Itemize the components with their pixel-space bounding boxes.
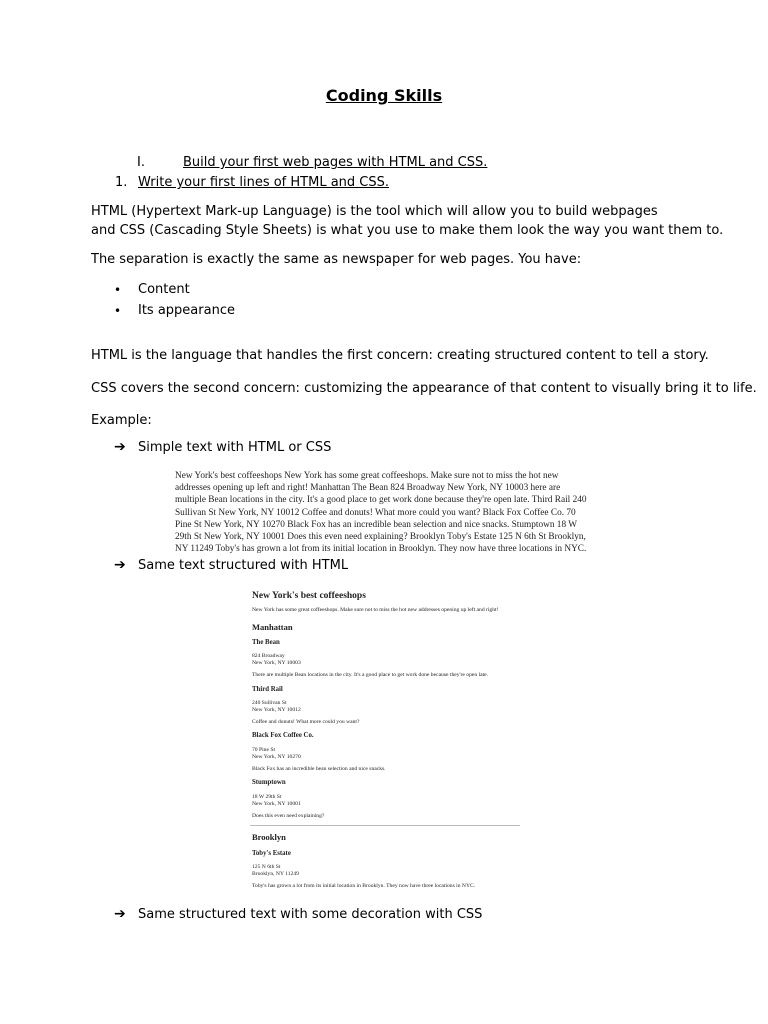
section-numeral: I. <box>137 155 145 170</box>
structured-address: New York, NY 10270 <box>252 754 301 760</box>
example-plain-line: multiple Bean locations in the city. It's a good place to get work done because they're open late. Third Rail 240 <box>175 495 587 506</box>
structured-place-name: Toby's Estate <box>252 850 291 857</box>
structured-place-name: Black Fox Coffee Co. <box>252 732 314 739</box>
bullet-item-content: Content <box>138 282 190 297</box>
structured-address: New York, NY 10012 <box>252 707 301 713</box>
structured-description: Coffee and donuts! What more could you want? <box>252 719 360 725</box>
structured-address: 125 N 6th St <box>252 864 281 870</box>
bullet-icon: • <box>114 304 122 318</box>
structured-intro: New York has some great coffeeshops. Make sure not to miss the hot new addresses opening up left and right! <box>252 607 499 613</box>
structured-place-name: Stumptown <box>252 779 286 786</box>
example-plain-text-image <box>175 470 597 555</box>
arrow-icon: ➔ <box>114 906 126 922</box>
intro-line-2: and CSS (Cascading Style Sheets) is what you use to make them look the way you want them to. <box>91 223 724 238</box>
subsection-heading: Write your first lines of HTML and CSS. <box>138 175 389 190</box>
structured-address: New York, NY 10001 <box>252 801 301 807</box>
intro-line-1: HTML (Hypertext Mark-up Language) is the tool which will allow you to build webpages <box>91 204 658 219</box>
separation-paragraph: The separation is exactly the same as newspaper for web pages. You have: <box>91 252 582 267</box>
example-label: Example: <box>91 413 152 428</box>
page-title: Coding Skills <box>325 86 443 105</box>
structured-description: Black Fox has an incredible bean selection and nice snacks. <box>252 766 386 772</box>
structured-place-name: Third Rail <box>252 686 283 693</box>
arrow-item-structured-text: Same text structured with HTML <box>138 558 349 573</box>
example-plain-line: NY 11249 Toby's has grown a lot from its initial location in Brooklyn. They now have three locations in NYC. <box>175 544 587 555</box>
arrow-item-simple-text: Simple text with HTML or CSS <box>138 440 332 455</box>
structured-brooklyn: Brooklyn <box>252 832 286 842</box>
structured-address: 70 Pine St <box>252 747 276 753</box>
bullet-item-appearance: Its appearance <box>138 303 235 318</box>
html-concern-paragraph: HTML is the language that handles the first concern: creating structured content to tell a story. <box>91 348 709 363</box>
css-concern-paragraph: CSS covers the second concern: customizing the appearance of that content to visually bring it to life. <box>91 381 757 396</box>
arrow-item-css-decoration: Same structured text with some decoration with CSS <box>138 907 483 922</box>
structured-heading: New York's best coffeeshops <box>252 591 366 601</box>
subsection-number: 1. <box>115 175 128 190</box>
example-plain-line: 29th St New York, NY 10001 Does this even need explaining? Brooklyn Toby's Estate 125 N 6th St Brooklyn, <box>175 532 586 543</box>
divider <box>250 825 520 826</box>
example-plain-line: addresses opening up left and right! Manhattan The Bean 824 Broadway New York, NY 10003 here are <box>175 483 561 494</box>
section-heading: Build your first web pages with HTML and CSS. <box>183 155 488 170</box>
example-plain-line: New York's best coffeeshops New York has some great coffeeshops. Make sure not to miss the hot new <box>175 471 559 481</box>
structured-address: 824 Broadway <box>252 653 285 659</box>
example-plain-line: Pine St New York, NY 10270 Black Fox has an incredible bean selection and nice snacks. Stumptown 18 W <box>175 519 578 530</box>
example-structured-image <box>250 586 520 896</box>
structured-description: Toby's has grown a lot from its initial location in Brooklyn. They now have three locations in NYC. <box>252 883 476 889</box>
structured-address: Brooklyn, NY 11249 <box>252 871 299 877</box>
example-plain-line: Sullivan St New York, NY 10012 Coffee and donuts! What more could you want? Black Fox Coffee Co. 70 <box>175 507 576 518</box>
bullet-icon: • <box>114 283 122 297</box>
arrow-icon: ➔ <box>114 557 126 573</box>
structured-description: There are multiple Bean locations in the city. It's a good place to get work done because they're open late. <box>252 672 489 678</box>
structured-address: 18 W 29th St <box>252 794 282 800</box>
structured-address: New York, NY 10003 <box>252 660 301 666</box>
structured-address: 240 Sullivan St <box>252 700 287 706</box>
structured-manhattan: Manhattan <box>252 622 293 632</box>
structured-description: Does this even need explaining? <box>252 813 325 819</box>
arrow-icon: ➔ <box>114 439 126 455</box>
structured-place-name: The Bean <box>252 639 280 646</box>
